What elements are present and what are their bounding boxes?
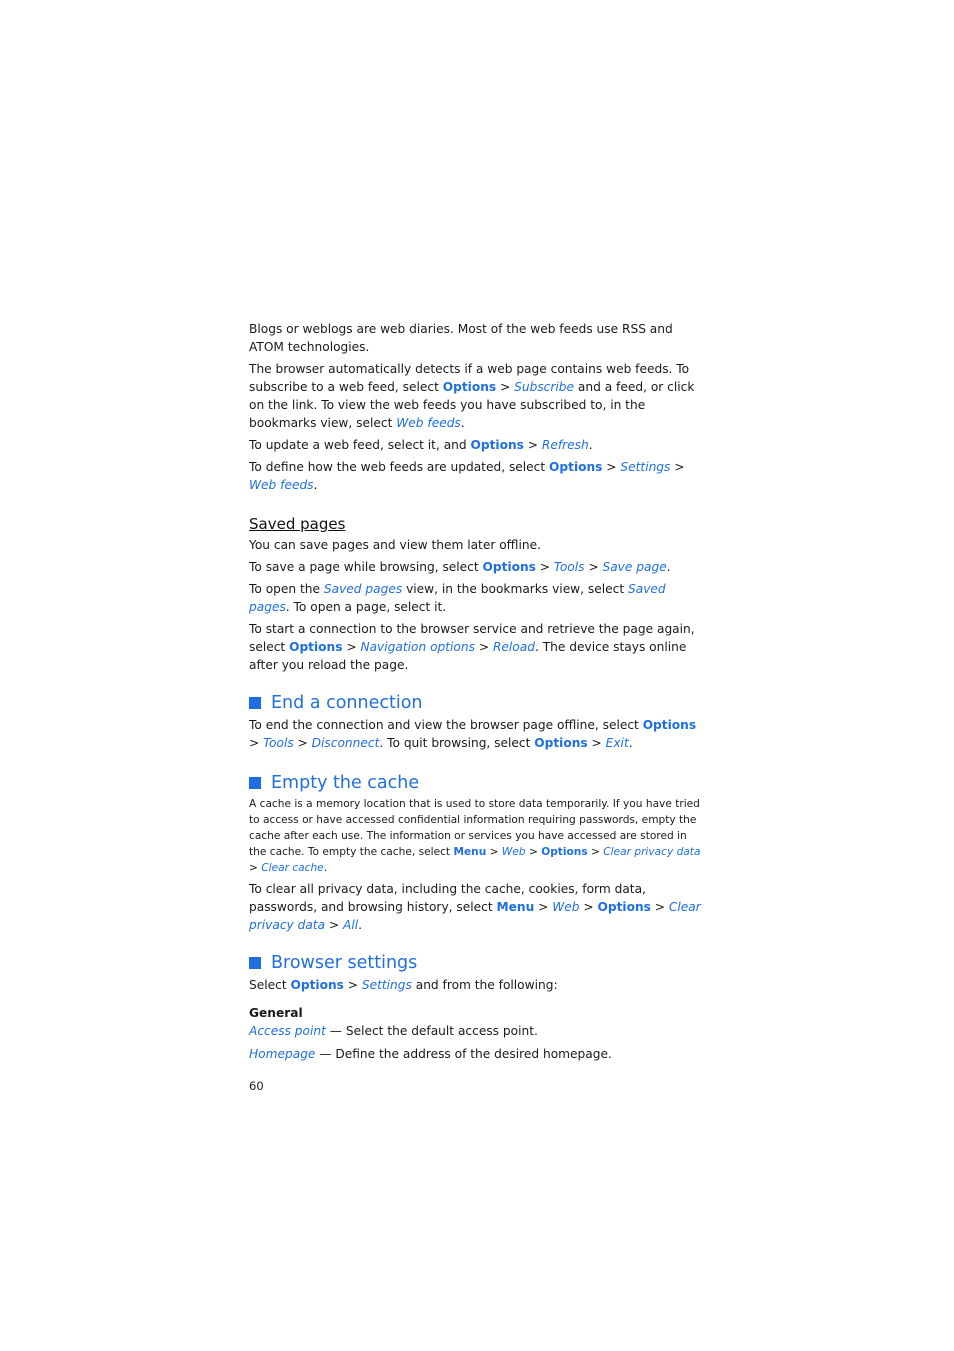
menu-ref-homepage: Homepage [249,1047,316,1061]
menu-ref-settings: Settings [361,978,412,992]
page-content [249,320,705,1094]
setting-homepage: Homepage — Define the address of the desired homepage. [249,1047,612,1061]
saved-pages-paragraph-2: To save a page while browsing, select Options > Tools > Save page. [249,560,671,574]
subheading-saved-pages: Saved pages [249,515,346,533]
menu-ref-options: Options [470,438,524,452]
saved-pages-paragraph-3: To open the Saved pages view, in the bookmarks view, select Saved pages. To open a page, select it. [249,582,666,614]
menu-ref-options: Options [597,900,651,914]
saved-pages-paragraph-4: To start a connection to the browser service and retrieve the page again, select Options > Navigation options > Reload. The device stays online after you reload the page. [249,622,695,672]
menu-ref-disconnect: Disconnect [311,736,380,750]
browser-settings-paragraph: Select Options > Settings and from the following: [249,978,558,992]
end-connection-paragraph: To end the connection and view the browser page offline, select Options > Tools > Disconnect. To quit browsing, select Options > Exit. [249,718,697,750]
menu-ref-reload: Reload [492,640,535,654]
group-heading-general: General [249,1006,303,1020]
menu-ref-save-page: Save page [602,560,667,574]
menu-ref-navigation-options: Navigation options [360,640,475,654]
menu-ref-tools: Tools [553,560,585,574]
menu-ref-clear-privacy-data: Clear privacy data [249,900,701,932]
menu-ref-options: Options [442,380,497,394]
menu-ref-refresh: Refresh [541,438,589,452]
menu-ref-saved-pages: Saved pages [323,582,403,596]
menu-ref-web-feeds: Web feeds [249,478,314,492]
menu-ref-subscribe: Subscribe [514,380,575,394]
setting-access-point: Access point — Select the default access point. [249,1024,538,1038]
empty-cache-paragraph-1: A cache is a memory location that is used to store data temporarily. If you have tried to access or have accessed confidential information requiring passwords, empty the cache after each use. The information or services you have accessed are stored in the cache. To empty the cache, select Menu > Web > Options > Clear privacy data > Clear cache. [249,798,701,874]
intro-paragraph-3: To update a web feed, select it, and Options > Refresh. [249,438,593,452]
menu-ref-all: All [343,918,359,932]
menu-ref-saved-pages: Saved pages [249,582,666,614]
intro-paragraph-4: To define how the web feeds are updated, select Options > Settings > Web feeds. [249,460,685,492]
square-bullet-icon [249,697,261,709]
menu-ref-menu: Menu [496,900,535,914]
menu-ref-web: Web [552,900,580,914]
menu-ref-web: Web [501,846,526,858]
square-bullet-icon [249,957,261,969]
section-heading-end-connection: End a connection [249,692,705,714]
menu-ref-options: Options [290,978,344,992]
menu-ref-options: Options [541,846,588,858]
empty-cache-paragraph-2: To clear all privacy data, including the cache, cookies, form data, passwords, and browsing history, select Menu > Web > Options > Clear privacy data > All. [249,882,701,932]
intro-paragraph-2: The browser automatically detects if a web page contains web feeds. To subscribe to a web feed, select Options > Subscribe and a feed, or click on the link. To view the web feeds you have subscribed to, in the bookmarks view, select Web feeds. [249,362,695,430]
menu-ref-settings: Settings [620,460,671,474]
intro-paragraph-1: Blogs or weblogs are web diaries. Most of the web feeds use RSS and ATOM technologies. [249,322,673,354]
menu-ref-clear-cache: Clear cache [261,862,324,874]
menu-ref-exit: Exit [605,736,629,750]
section-heading-browser-settings: Browser settings [249,952,705,974]
menu-ref-tools: Tools [263,736,294,750]
menu-ref-options: Options [289,640,343,654]
menu-ref-options: Options [482,560,536,574]
square-bullet-icon [249,777,261,789]
section-heading-empty-cache: Empty the cache [249,772,705,794]
page-number: 60 [249,1079,264,1093]
saved-pages-paragraph-1: You can save pages and view them later offline. [249,538,541,552]
menu-ref-clear-privacy-data: Clear privacy data [603,846,701,858]
menu-ref-web-feeds: Web feeds [396,416,461,430]
menu-ref-options: Options [642,718,697,732]
menu-ref-access-point: Access point [249,1024,326,1038]
menu-ref-options: Options [549,460,603,474]
empty-cache-note [249,796,705,876]
menu-ref-menu: Menu [453,846,487,858]
menu-ref-options: Options [534,736,588,750]
